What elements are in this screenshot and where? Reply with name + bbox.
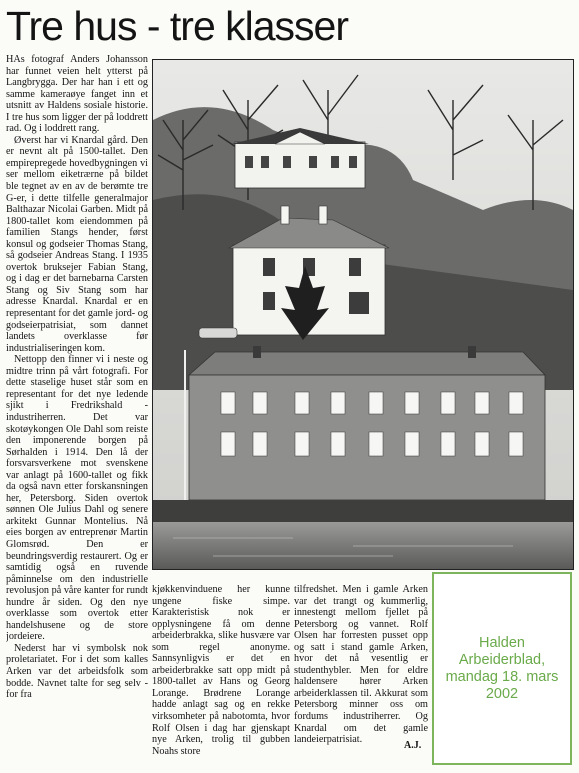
author-signature: A.J. [404, 740, 422, 751]
paragraph-knardal: Øverst har vi Knardal gård. Den er nevnt alt på 1500-tallet. Den empirepregede hovedbygningen vi ser mellom eiketrærne på bildet ble tegnet av en av de berømte tre G-er, i dette tilfelle generalmajor Balthazar Nicolai Garben. Midt på 1800-tallet kom eiendommen på familien Stangs hender, først konsul og godseier Thomas Stang, så godseier Andreas Stang. I 1935 overtok bruksejer Fabian Stang, og i dag er det barnebarna Carsten Stang og Siv Stang som har adresse Knardal. Knardal er en representant for det gamle jord- og godseierpatrisiat, som dannet landets overklasse før industrialiseringen kom. [6, 134, 148, 354]
paragraph-arken: Nederst har vi symbolsk nok proletariatet. For i det som kalles Arken var det arbeidsfolk som bodde. Navnet talte for seg selv - for fra [6, 642, 148, 701]
source-line: Arbeiderblad, [458, 651, 546, 668]
article-photo [152, 59, 574, 570]
middle-text-column [152, 584, 290, 768]
paragraph-arken-continued: kjøkkenvinduene her kunne ungene fiske simpe. Karakteristisk nok er opplysningene få om denne arbeiderbrakka, slike husvære var som regel anonyme. Sannsynligvis er det en arbeiderbrakke satt opp midt på 1800-tallet av Hans og Georg Lorange. Brødrene Lorange hadde anlagt sag og en rekke virksomheter på nabotomta, hvor Rolf Olsen i dag har gjenskapt nye Arken, trolig til gubben Noahs store [152, 584, 290, 757]
houses-photo-illustration [153, 60, 573, 569]
source-note-text [437, 635, 567, 703]
paragraph-closing: tilfredshet. Men i gamle Arken var det trangt og kummerlig, innestengt mellom fjellet på Petersborg og vannet. Rolf Olsen har forresten pusset opp og satt i stand gamle Arken, hvor det nå vesentlig er studenthybler. Men for eldre haldensere hører Arken arbeiderklassen til. Akkurat som Petersborg minner oss om fordums industriherrer. Og Knardal om det gamle landeierpatrisiat. [294, 584, 428, 746]
source-line: Halden [479, 634, 525, 651]
source-line: 2002 [485, 685, 519, 702]
left-text-column [6, 54, 148, 768]
paragraph-intro: HAs fotograf Anders Johansson har funnet veien helt ytterst på Langbrygga. Der har han i ett og samme kameraøye fanget inn et utsnitt av Haldens sosiale historie. I tre hus som ligger der på loddrett rad. Og i loddrett rang. [6, 54, 148, 135]
paragraph-petersborg: Nettopp den finner vi i neste og midtre trinn på vårt fotografi. For dette staselige huset står som en representant for det nye ledende sjikt i Fredrikshald - industriherren. Det var skotøykongen Ole Dahl som reiste den imponerende borgen på Sørhalden i 1914. Den lå der forsvarsverkene mot svenskene var anlagt på 1600-tallet og fikk da også navn etter forskansningen her, Petersborg. Siden overtok sønnen Ole Julius Dahl og senere arkitekt Gunnar Montelius. Nå eies borgen av entreprenør Martin Glomsrød. Den er beundringsverdig restaurert. Og er samtidig også en ruvende påminnelse om den industrielle revolusjon på våre kanter for rundt hundre år siden. Og den nye overklasse som overtok etter handelshusene og de store jordeiere. [6, 354, 148, 643]
headline: Tre hus - tre klasser [6, 3, 349, 49]
source-note-box [432, 572, 572, 765]
source-line: mandag 18. mars [445, 668, 559, 685]
